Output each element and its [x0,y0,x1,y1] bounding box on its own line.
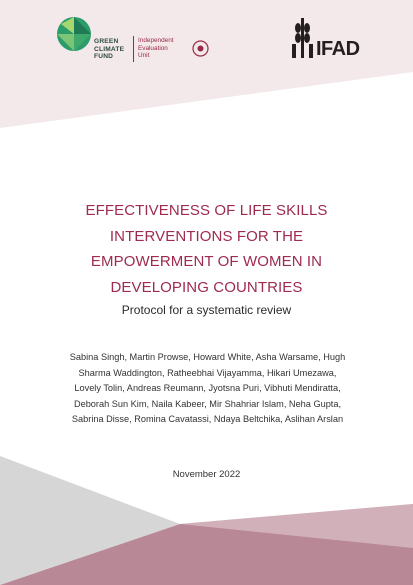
author-line: Lovely Tolin, Andreas Reumann, Jyotsna Puri, Vibhuti Mendiratta, [74,383,341,393]
logo-divider [133,36,134,62]
gcf-wordmark: GREEN CLIMATE FUND [94,38,125,61]
author-list [58,350,357,428]
author-line: Sabrina Disse, Romina Cavatassi, Ndaya Beltchika, Aslihan Arslan [71,414,344,424]
gcf-globe-icon [56,16,92,52]
title-line: EFFECTIVENESS OF LIFE SKILLS [85,202,328,219]
ifad-logo [290,16,380,62]
ifad-wordmark: IFAD [316,38,360,60]
author-line: Sabina Singh, Martin Prowse, Howard White, Asha Warsame, Hugh [69,352,346,362]
author-line: Deborah Sun Kim, Naila Kabeer, Mir Shahriar Islam, Neha Gupta, [73,398,342,409]
ieu-wordmark: Independent Evaluation Unit [138,37,174,60]
gcf-ieu-logo [56,16,216,66]
author-line: Sharma Waddington, Ratheebhai Vijayamma, Hikari Umezawa, [78,367,337,378]
title-line: INTERVENTIONS FOR THE [109,227,304,245]
publication-date: November 2022 [172,469,241,480]
ieu-seal-icon [192,40,209,57]
ifad-wheat-icon [290,16,316,60]
title-line: EMPOWERMENT OF WOMEN IN [90,253,323,270]
title-line: DEVELOPING COUNTRIES [110,278,303,296]
document-title [60,198,353,300]
document-subtitle: Protocol for a systematic review [121,303,292,317]
